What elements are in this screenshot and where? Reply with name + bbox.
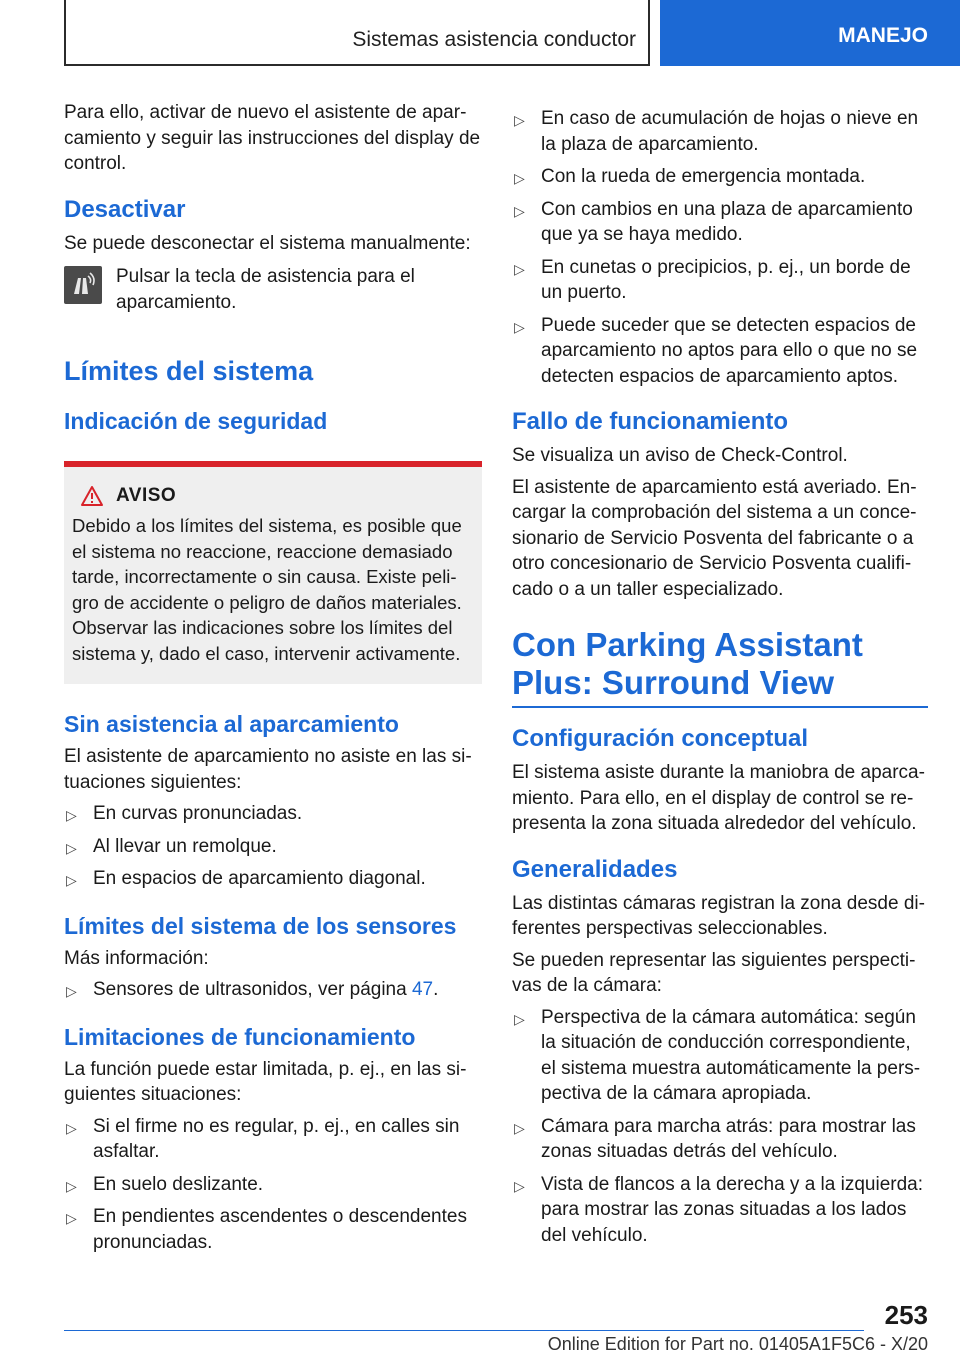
- bullet-triangle-icon: ▷: [66, 839, 77, 856]
- warning-title-row: [72, 485, 474, 507]
- concept-heading: Configuración conceptual: [512, 725, 809, 752]
- concept-text: El sistema asiste durante la maniobra de aparcamiento. Para ello, en el display de control se representa la zona situada alrededor del vehículo.: [512, 762, 925, 834]
- bullet-triangle-icon: ▷: [66, 1177, 77, 1194]
- list-item: ▷ Vista de flancos a la derecha y a la izquierda: para mostrar las zonas situadas a los lados del vehículo.: [514, 1173, 923, 1246]
- list-item: ▷ En pendientes ascendentes o descendentes pronunciadas.: [66, 1206, 467, 1253]
- bullet-triangle-icon: ▷: [514, 1177, 525, 1194]
- camera-perspectives-list: [512, 1005, 928, 1249]
- left-column: [64, 100, 482, 1262]
- general-text-2: Se pueden representar las siguientes perspectivas de la cámara:: [512, 949, 916, 996]
- list-item: ▷ Con cambios en una plaza de aparcamiento que ya se haya medido.: [514, 198, 913, 245]
- header-rule: [648, 0, 650, 66]
- warning-triangle-icon: [80, 485, 104, 507]
- warning-title: AVISO: [116, 485, 177, 506]
- page-reference-link[interactable]: 47: [411, 979, 434, 1000]
- section-title: Sistemas asistencia conductor: [352, 28, 636, 51]
- list-item: ▷ Cámara para marcha atrás: para mostrar las zonas situadas detrás del vehículo.: [514, 1115, 916, 1162]
- bullet-triangle-icon: ▷: [514, 1010, 525, 1027]
- intro-paragraph: Para ello, activar de nuevo el asistente de aparcamiento y seguir las instrucciones del display de control.: [64, 102, 481, 174]
- bullet-triangle-icon: ▷: [66, 983, 77, 999]
- no-assist-text: El asistente de aparcamiento no asiste en las situaciones siguientes:: [64, 746, 472, 793]
- list-item: ▷ Puede suceder que se detecten espacios de aparcamiento no aptos para ello o que no se detecten espacios de aparcamiento aptos.: [514, 314, 918, 387]
- deactivate-heading: Desactivar: [64, 195, 186, 223]
- button-instruction-text: Pulsar la tecla de asistencia para el aparcamiento.: [116, 266, 415, 313]
- sensor-text: Más información:: [64, 947, 209, 969]
- bullet-triangle-icon: ▷: [66, 872, 77, 888]
- parking-assist-symbol-icon: [68, 270, 98, 300]
- list-item: ▷ En curvas pronunciadas.: [64, 801, 482, 827]
- list-item: ▷ Al llevar un remolque.: [64, 834, 482, 860]
- bullet-triangle-icon: ▷: [514, 260, 525, 277]
- list-item: ▷ Sensores de ultrasonidos, ver página 47.: [64, 977, 482, 1003]
- bullet-triangle-icon: ▷: [66, 1210, 77, 1226]
- malfunction-text-1: Se visualiza un aviso de Check-Control.: [512, 445, 848, 466]
- sensor-list: [64, 977, 482, 1003]
- list-item: ▷ Perspectiva de la cámara automática: según la situación de conducción correspondiente, el sistema muestra automáticamente la perspectiva de la cámara apropiada.: [514, 1006, 921, 1104]
- no-assist-list: [64, 801, 482, 892]
- list-item: ▷ En espacios de aparcamiento diagonal.: [64, 866, 482, 892]
- warning-box: [64, 461, 482, 684]
- no-assist-heading: Sin asistencia al aparcamiento: [64, 711, 399, 737]
- page-number: 253: [884, 1300, 928, 1330]
- bullet-triangle-icon: ▷: [514, 170, 525, 186]
- bullet-triangle-icon: ▷: [514, 202, 525, 219]
- parking-button-instruction: [64, 264, 482, 315]
- footer-rule: [64, 1330, 864, 1331]
- edition-footer: Online Edition for Part no. 01405A1F5C6 - X/20: [547, 1334, 928, 1354]
- chapter-tab-label: MANEJO: [838, 24, 928, 47]
- deactivate-text: Se puede desconectar el sistema manualmente:: [64, 232, 471, 254]
- limits-heading: Límites del sistema: [64, 356, 314, 386]
- bullet-triangle-icon: ▷: [514, 318, 525, 335]
- function-limits-list: [64, 1114, 482, 1256]
- list-item: ▷ Si el firme no es regular, p. ej., en calles sin asfaltar.: [66, 1115, 460, 1162]
- right-column: [512, 100, 928, 1255]
- malfunction-text-2: El asistente de aparcamiento está averiado. Encargar la comprobación del sistema a un concesionario de Servicio Posventa del fabricante o a otro concesionario de Servicio Posventa cualificado o a un taller especializado.: [512, 476, 917, 600]
- list-item: ▷ En caso de acumulación de hojas o nieve en la plaza de aparcamiento.: [514, 108, 919, 155]
- list-item: ▷ En suelo deslizante.: [64, 1172, 482, 1198]
- bullet-triangle-icon: ▷: [514, 1119, 525, 1136]
- bullet-triangle-icon: ▷: [66, 807, 77, 823]
- header-rule: [64, 64, 650, 66]
- general-text-1: Las distintas cámaras registran la zona desde diferentes perspectivas seleccionables.: [512, 892, 925, 939]
- continued-limits-list: [512, 106, 928, 389]
- sensor-limits-heading: Límites del sistema de los sensores: [64, 912, 457, 939]
- parking-assist-button-icon: [64, 266, 102, 304]
- chapter-tab[interactable]: [660, 0, 960, 66]
- bullet-triangle-icon: ▷: [514, 112, 525, 128]
- list-item: ▷ Con la rueda de emergencia montada.: [512, 164, 928, 190]
- warning-text: Debido a los límites del sistema, es posible que el sistema no reaccione, reaccione demasiado tarde, incorrectamente o sin causa. Existe peligro de accidente o peligro de daños materiales. Observar las indicaciones sobre los límites del sistema y, dado el caso, intervenir activamente.: [72, 515, 462, 664]
- main-section-heading: Con Parking Assistant Plus: Surround View: [512, 626, 863, 701]
- malfunction-heading: Fallo de funcionamiento: [512, 408, 789, 435]
- page-header: [0, 0, 960, 66]
- general-heading: Generalidades: [512, 855, 678, 883]
- safety-heading: Indicación de seguridad: [64, 408, 328, 434]
- function-limits-text: La función puede estar limitada, p. ej., en las siguientes situaciones:: [64, 1058, 467, 1105]
- list-item: ▷ En cunetas o precipicios, p. ej., un borde de un puerto.: [514, 256, 911, 303]
- heading-rule: [512, 706, 928, 708]
- bullet-triangle-icon: ▷: [66, 1119, 77, 1136]
- function-limits-heading: Limitaciones de funcionamiento: [64, 1023, 416, 1050]
